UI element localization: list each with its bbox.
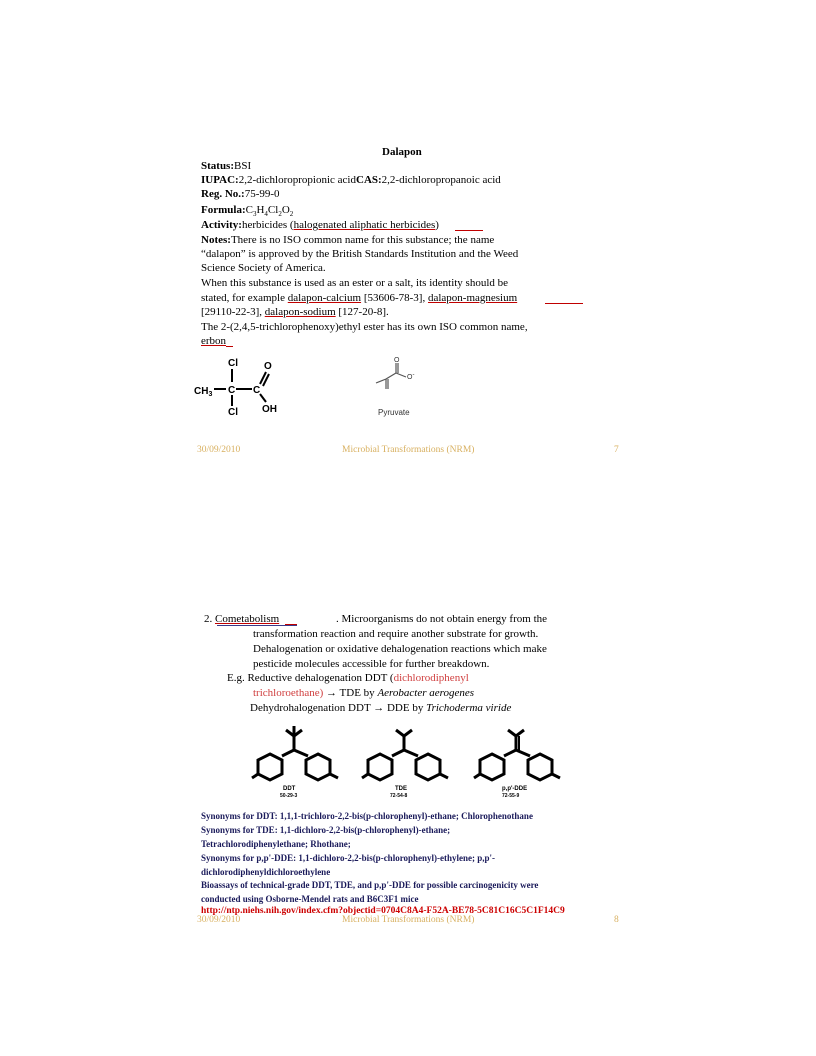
- o-label: O: [394, 357, 400, 364]
- item-line-1b: . Microorganisms do not obtain energy from the: [336, 613, 548, 625]
- ddt-cas: 50-29-3: [280, 793, 298, 799]
- notes-line-4: When this substance is used as an ester or a salt, its identity should be: [201, 277, 509, 289]
- ddt-full-name: dichlorodiphenyl: [393, 672, 469, 684]
- ddt-name: DDT: [283, 786, 296, 792]
- notes-line-8: [201, 334, 226, 349]
- footer-date: 30/09/2010: [197, 915, 241, 925]
- pyruvate-label: Pyruvate: [378, 408, 410, 417]
- notes-text: [53606-78-3],: [361, 292, 428, 304]
- footer-page-number: 7: [614, 445, 619, 455]
- dde-structure: [474, 730, 560, 799]
- example-text: Dehydrohalogenation DDT → DDE by: [250, 702, 427, 714]
- reg-value: 75-99-0: [244, 188, 280, 200]
- ddt-full-name: trichloroethane): [253, 687, 324, 699]
- tde-structure: [362, 730, 448, 799]
- formula-sub: 3: [252, 210, 257, 219]
- item-line-3: Dehalogenation or oxidative dehalogenation reactions which make: [253, 643, 547, 655]
- tde-name: TDE: [395, 786, 407, 792]
- footer-title: Microbial Transformations (NRM): [342, 445, 475, 455]
- status-label: Status:: [201, 160, 235, 172]
- oh-label: OH: [262, 404, 277, 415]
- organism-name: Trichoderma viride: [426, 702, 512, 714]
- charge-text: -: [412, 372, 415, 378]
- underline-decoration: [226, 346, 233, 347]
- iupac-value: 2,2-dichloropropionic acid: [238, 174, 356, 186]
- activity-value: herbicides (: [241, 219, 294, 231]
- ch3-text: CH: [194, 386, 209, 397]
- footer-date: 30/09/2010: [197, 445, 241, 455]
- example-line-2: [253, 686, 474, 701]
- formula-c: C: [245, 204, 253, 216]
- o-label: O: [264, 361, 272, 372]
- notes-line-1: [201, 233, 494, 248]
- o-text: O: [407, 374, 413, 381]
- bond-line: [260, 394, 266, 402]
- page-title: Dalapon: [382, 146, 422, 158]
- ch3-label: [194, 386, 212, 398]
- notes-text: [29110-22-3],: [201, 306, 265, 318]
- notes-text: There is no ISO common name for this substance; the name: [230, 234, 495, 246]
- notes-label: Notes:: [201, 234, 231, 246]
- status-value: BSI: [234, 160, 252, 172]
- synonyms-tde-cont: Tetrachlorodiphenylethane; Rhothane;: [201, 839, 351, 849]
- formula-sub: 2: [278, 210, 282, 219]
- status-line: [201, 159, 251, 174]
- item-line-2: transformation reaction and require another substrate for growth.: [253, 628, 539, 640]
- activity-label: Activity:: [201, 219, 242, 231]
- underline-decoration: [217, 625, 297, 626]
- notes-line-3: Science Society of America.: [201, 262, 326, 274]
- activity-line: [201, 218, 439, 233]
- notes-line-7: The 2-(2,4,5-trichlorophenoxy)ethyl ester has its own ISO common name,: [201, 321, 528, 333]
- notes-line-5: [201, 291, 517, 306]
- cas-value: 2,2-dichloropropanoic acid: [381, 174, 501, 186]
- example-text: → TDE by: [323, 687, 378, 699]
- o-minus-label: [407, 372, 414, 381]
- pyruvate-structure: [370, 355, 430, 421]
- formula-label: Formula:: [201, 204, 246, 216]
- synonyms-dde-cont: dichlorodiphenyldichloroethylene: [201, 867, 331, 877]
- dalapon-structure: [190, 352, 286, 420]
- c1-label: C: [228, 385, 236, 396]
- bioassay-line-1: Bioassays of technical-grade DDT, TDE, and p,p'-DDE for possible carcinogenicity were: [201, 880, 539, 890]
- cl-bottom-label: Cl: [228, 407, 238, 418]
- formula-sub: 4: [264, 210, 268, 219]
- footer-title: Microbial Transformations (NRM): [342, 915, 475, 925]
- example-text: E.g. Reductive dehalogenation DDT (: [227, 672, 394, 684]
- ch3-sub: 3: [208, 391, 213, 398]
- cl-top-label: Cl: [228, 358, 238, 369]
- formula-h: H: [256, 204, 265, 216]
- synonyms-tde: Synonyms for TDE: 1,1-dichloro-2,2-bis(p-chlorophenyl)-ethane;: [201, 825, 451, 835]
- activity-link[interactable]: halogenated aliphatic herbicides: [293, 219, 436, 231]
- notes-text: [127-20-8].: [335, 306, 389, 318]
- bond-line: [396, 373, 406, 377]
- bond-line: [386, 373, 396, 379]
- dalapon-sodium-link[interactable]: dalapon-sodium: [264, 306, 336, 318]
- footer-page-number: 8: [614, 915, 619, 925]
- notes-line-6: [201, 305, 389, 320]
- formula-cl: Cl: [267, 204, 279, 216]
- dde-cas: 72-55-9: [502, 793, 520, 799]
- formula-o: O: [281, 204, 290, 216]
- bond-line: [376, 379, 386, 383]
- ntp-url-link[interactable]: http://ntp.niehs.nih.gov/index.cfm?objectid=0704C8A4-F52A-BE78-5C81C16C5C1F14C9: [201, 906, 565, 916]
- example-line-3: [250, 701, 511, 716]
- iupac-label: IUPAC:: [201, 174, 239, 186]
- iupac-line: [201, 173, 501, 188]
- item-line-4: pesticide molecules accessible for further breakdown.: [253, 658, 490, 670]
- bioassay-line-2: conducted using Osborne-Mendel rats and B6C3F1 mice: [201, 894, 419, 904]
- synonyms-dde: Synonyms for p,p'-DDE: 1,1-dichloro-2,2-bis(p-chlorophenyl)-ethylene; p,p'-: [201, 853, 496, 863]
- dde-name: p,p'-DDE: [502, 786, 528, 792]
- synonyms-ddt: Synonyms for DDT: 1,1,1-trichloro-2,2-bis(p-chlorophenyl)-ethane; Chlorophenothane: [201, 811, 533, 821]
- reg-label: Reg. No.:: [201, 188, 245, 200]
- example-line-1: [227, 671, 469, 686]
- notes-line-2: “dalapon” is approved by the British Standards Institution and the Weed: [201, 248, 519, 260]
- cas-label: CAS:: [356, 174, 382, 186]
- notes-text: stated, for example: [201, 292, 288, 304]
- ddt-structure: [252, 726, 338, 799]
- activity-close: ): [435, 219, 439, 231]
- reg-line: [201, 187, 280, 202]
- cometabolism-link[interactable]: Cometabolism: [215, 613, 280, 625]
- ddt-tde-dde-structures: [250, 726, 580, 802]
- formula-sub: 2: [289, 210, 294, 219]
- tde-cas: 72-54-8: [390, 793, 408, 799]
- organism-name: Aerobacter aerogenes: [377, 687, 475, 699]
- dalapon-magnesium-link[interactable]: dalapon-magnesium: [427, 292, 518, 304]
- underline-decoration: [455, 230, 483, 231]
- erbon-link[interactable]: erbon: [201, 335, 227, 347]
- c2-label: C: [253, 385, 261, 396]
- underline-decoration: [545, 303, 583, 304]
- item-number: 2.: [204, 613, 215, 625]
- dalapon-calcium-link[interactable]: dalapon-calcium: [287, 292, 362, 304]
